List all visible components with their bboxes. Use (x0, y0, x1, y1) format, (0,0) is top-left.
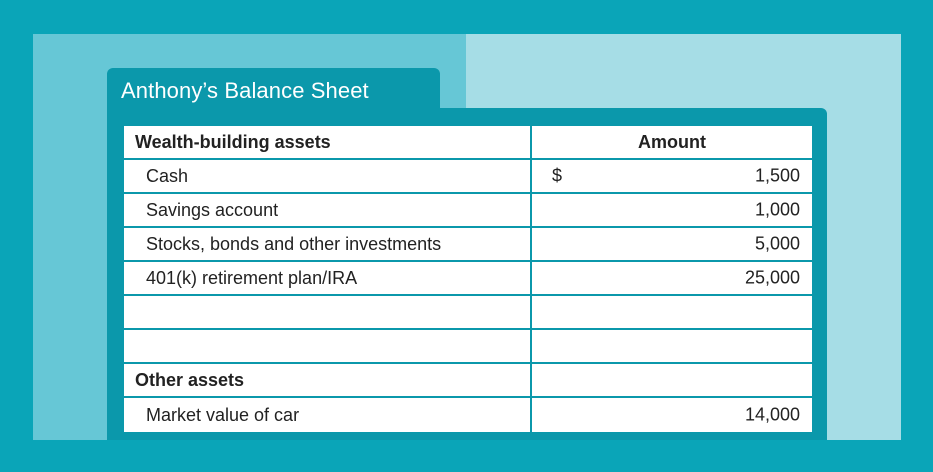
empty-cell (531, 363, 813, 397)
row-amount-cell (531, 261, 813, 295)
currency-symbol: $ (552, 165, 563, 186)
row-label: 401(k) retirement plan/IRA (123, 261, 531, 295)
row-label: Savings account (123, 193, 531, 227)
table-row-empty (123, 329, 813, 363)
table-row (123, 193, 813, 227)
row-amount-cell (531, 159, 813, 193)
bottom-band (0, 440, 933, 472)
row-amount: 1,500 (754, 165, 800, 186)
row-amount: 25,000 (744, 267, 800, 288)
table-row (123, 397, 813, 433)
row-amount: 14,000 (744, 404, 800, 425)
table-row-empty (123, 295, 813, 329)
page-title: Anthony’s Balance Sheet (121, 78, 369, 103)
table-row (123, 159, 813, 193)
row-label (123, 329, 531, 363)
row-label: Stocks, bonds and other investments (123, 227, 531, 261)
row-amount: 1,000 (754, 199, 800, 220)
section-heading-wealth-building: Wealth-building assets (123, 125, 531, 159)
row-amount-cell (531, 397, 813, 433)
table-row (123, 227, 813, 261)
row-amount-cell (531, 193, 813, 227)
row-amount-cell (531, 227, 813, 261)
row-label: Market value of car (123, 397, 531, 433)
section-heading-row (123, 363, 813, 397)
row-amount-cell (531, 329, 813, 363)
balance-sheet-table (122, 124, 814, 434)
row-label: Cash (123, 159, 531, 193)
amount-column-header: Amount (531, 125, 813, 159)
table-row (123, 261, 813, 295)
section-heading-other-assets: Other assets (123, 363, 531, 397)
row-label (123, 295, 531, 329)
row-amount-cell (531, 295, 813, 329)
row-amount: 5,000 (754, 233, 800, 254)
table-header-row (123, 125, 813, 159)
